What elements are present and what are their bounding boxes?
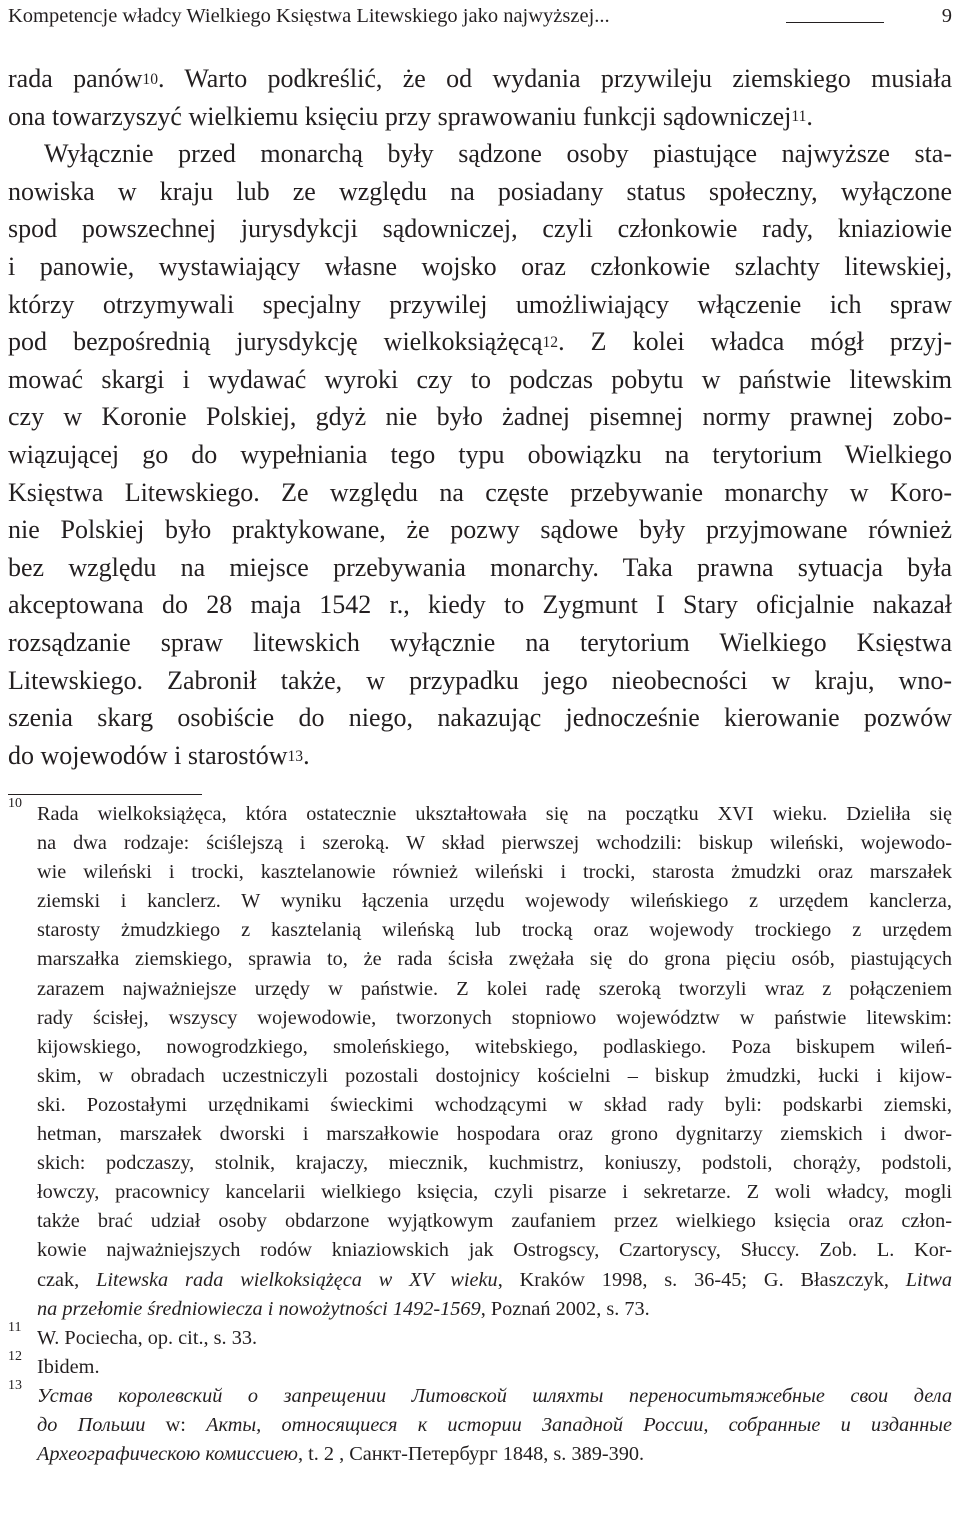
body-text [8,60,952,774]
footnote-line: до Польши w: Акты, относящиеся к истории Западной России, собранные и изданные [37,1413,953,1436]
running-title: Kompetencje władcy Wielkiego Księstwa Litewskiego jako najwyższej... [8,5,610,27]
text-line: nowiska w kraju lub ze względu na posiadany status społeczny, wyłączone [8,176,952,206]
text-line: Wyłącznie przed monarchą były sądzone osoby piastujące najwyższe sta- [44,139,952,169]
citation-title: Устав королевский о запрещении Литовской шляхты переноситьтяжебные свои дела [37,1384,952,1407]
citation-title: Акты, относящиеся к истории Западной России, собранные и изданные [206,1413,953,1436]
citation-title: до Польши [37,1413,146,1436]
footnote-line: starosty żmudzkiego z kasztelanią wileńską lub trocką oraz wojewody trockiego z urzędem [37,919,952,942]
footnote-line: wie wileński i trocki, kasztelanowie również wileński i trocki, starosta żmudzki oraz marszałek [37,861,952,884]
text-line: bez względu na miejsce przebywania monarchy. Taka prawna sytuacja była [8,552,952,582]
footnote-number: 10 [8,796,22,811]
text-line: ona towarzyszyć wielkiemu księciu przy sprawowaniu funkcji sądowniczej$^{11}$. [8,101,813,131]
footnote-line: ski. Pozostałymi urzędnikami świeckimi wchodzącymi w skład rady byli: podskarbi ziemski, [37,1093,952,1116]
footnote-10 [8,796,952,1324]
footnote-line: także brać udział osoby obdarzone wyjątkowym zaufaniem przez wielkiego księcia oraz człon- [37,1210,952,1233]
footnote-number: 12 [8,1348,22,1364]
running-header [8,2,954,30]
text-line: Księstwa Litewskiego. Ze względu na częste przebywanie monarchy w Koro- [8,477,952,507]
footnote-line: kowie najważniejszych rodów kniaziowskich jak Ostrogscy, Czartoryscy, Słuccy. Zob. L. Kor- [37,1239,952,1262]
footnote-line [37,1382,952,1411]
text-line: którzy otrzymywali specjalny przywilej umożliwiający włączenie ich spraw [8,289,952,319]
footnote-line: skich: podczaszy, stolnik, krajaczy, miecznik, kuchmistrz, koniuszy, podstoli, chorąży, podstoli, [37,1152,952,1175]
text-line: nie Polskiej było praktykowane, że pozwy sądowe były przyjmowane również [8,515,952,545]
header-rule [786,22,884,23]
footnote-line: na przełomie średniowiecza i nowożytności 1492-1569, Poznań 2002, s. 73. [37,1297,650,1320]
text-line: pod bezpośrednią jurysdykcję wielkoksiążęcą$^{12}$. Z kolei władca mógł przyj- [8,327,952,357]
footnote-number: 13 [8,1377,22,1393]
footnote-line: łowczy, pracownicy kancelarii wielkiego księcia, czyli pisarze i sekretarze. Z woli władcy, mogli [37,1181,952,1204]
footnotes [8,796,953,1469]
footnote-line: Rada wielkoksiążęca, która ostatecznie ukształtowała się na początku XVI wieku. Dzieliła się [37,803,952,825]
footnote-12 [8,1348,952,1382]
footnote-line: na dwa rodzaje: ściślejszą i szeroką. W skład pierwszej wchodzili: biskup wileński, wojewodo- [37,832,952,855]
footnote-line: ziemski i kanclerz. W wyniku łączenia urzędu wojewody wileńskiego z urzędem kanclerza, [37,890,952,913]
footnote-ref: 11 [791,108,807,126]
citation-title: na przełomie średniowiecza i nowożytności 1492-1569 [37,1297,481,1320]
text-line: szenia skarg osobiście do niego, nakazując jednocześnie kierowanie pozwów [8,703,952,733]
footnote-ref: 13 [287,747,304,765]
citation-title: Археографическою комиссиею [37,1443,298,1466]
text-line: Litewskiego. Zabronił także, w przypadku jego nieobecności w kraju, wno- [8,665,952,695]
page-number: 9 [941,5,952,27]
footnote-line: marszałka ziemskiego, sprawia to, że rada ścisła zwężała się do grona pięciu osób, piastujących [37,948,952,971]
citation-title: Litwa [905,1268,952,1291]
citation-title: Litewska rada wielkoksiążęca w XV wieku [96,1268,498,1291]
footnote-11 [8,1319,952,1353]
footnote-number: 11 [8,1319,22,1335]
footnote-line: skim, w obradach uczestniczyli pozostali dostojnicy kościelni – biskup żmudzki, łucki i kijow- [37,1064,952,1087]
footnote-line: czak, Litewska rada wielkoksiążęca w XV wieku, Kraków 1998, s. 36-45; G. Błaszczyk, Litwa [37,1268,952,1291]
footnote-separator [8,794,202,795]
text-line: rada panów$^{10}$. Warto podkreślić, że od wydania przywileju ziemskiego musiała [8,64,952,93]
footnote-line: hetman, marszałek dworski i marszałkowie hospodara oraz grono dygnitarzy ziemskich i dwor- [37,1123,952,1146]
text-line: rozsądzanie spraw litewskich wyłącznie na terytorium Wielkiego Księstwa [8,627,952,657]
footnote-line: Археографическою комиссиею, t. 2 , Санкт-Петербург 1848, s. 389-390. [37,1443,645,1466]
text-line: czy w Koronie Polskiej, gdyż nie było żadnej pisemnej normy prawnej zobo- [8,402,952,432]
text-line: do wojewodów i starostów$^{13}$. [8,740,310,770]
text-line: mować skargi i wydawać wyroki czy to podczas pobytu w państwie litewskim [8,364,952,394]
text-line: wiązującej go do wypełniania tego typu obowiązku na terytorium Wielkiego [8,439,952,469]
footnote-line: kijowskiego, nowogrodzkiego, smoleńskiego, witebskiego, podlaskiego. Poza biskupem wileń- [37,1035,952,1058]
footnote-line: rady ścisłej, wszyscy wojewodowie, tworzonych stopniowo województw w państwie litewskim: [37,1006,952,1029]
footnote-ref: 10 [142,70,158,88]
footnote-ref: 12 [542,334,559,352]
footnote-line: W. Pociecha, op. cit., s. 33. [37,1326,258,1349]
footnote-13 [8,1377,953,1469]
text-line: spod powszechnej jurysdykcji sądowniczej, czyli członkowie rady, kniaziowie [8,214,952,244]
text-line: i panowie, wystawiający własne wojsko oraz członkowie szlachty litewskiej, [8,251,952,281]
text-line: akceptowana do 28 maja 1542 r., kiedy to Zygmunt I Stary oficjalnie nakazał [8,590,952,620]
footnote-line: zarazem najważniejsze urzędy w państwie. Z kolei radę szeroką tworzyli wraz z połączeniem [37,977,952,1000]
footnote-line: Ibidem. [37,1355,100,1378]
